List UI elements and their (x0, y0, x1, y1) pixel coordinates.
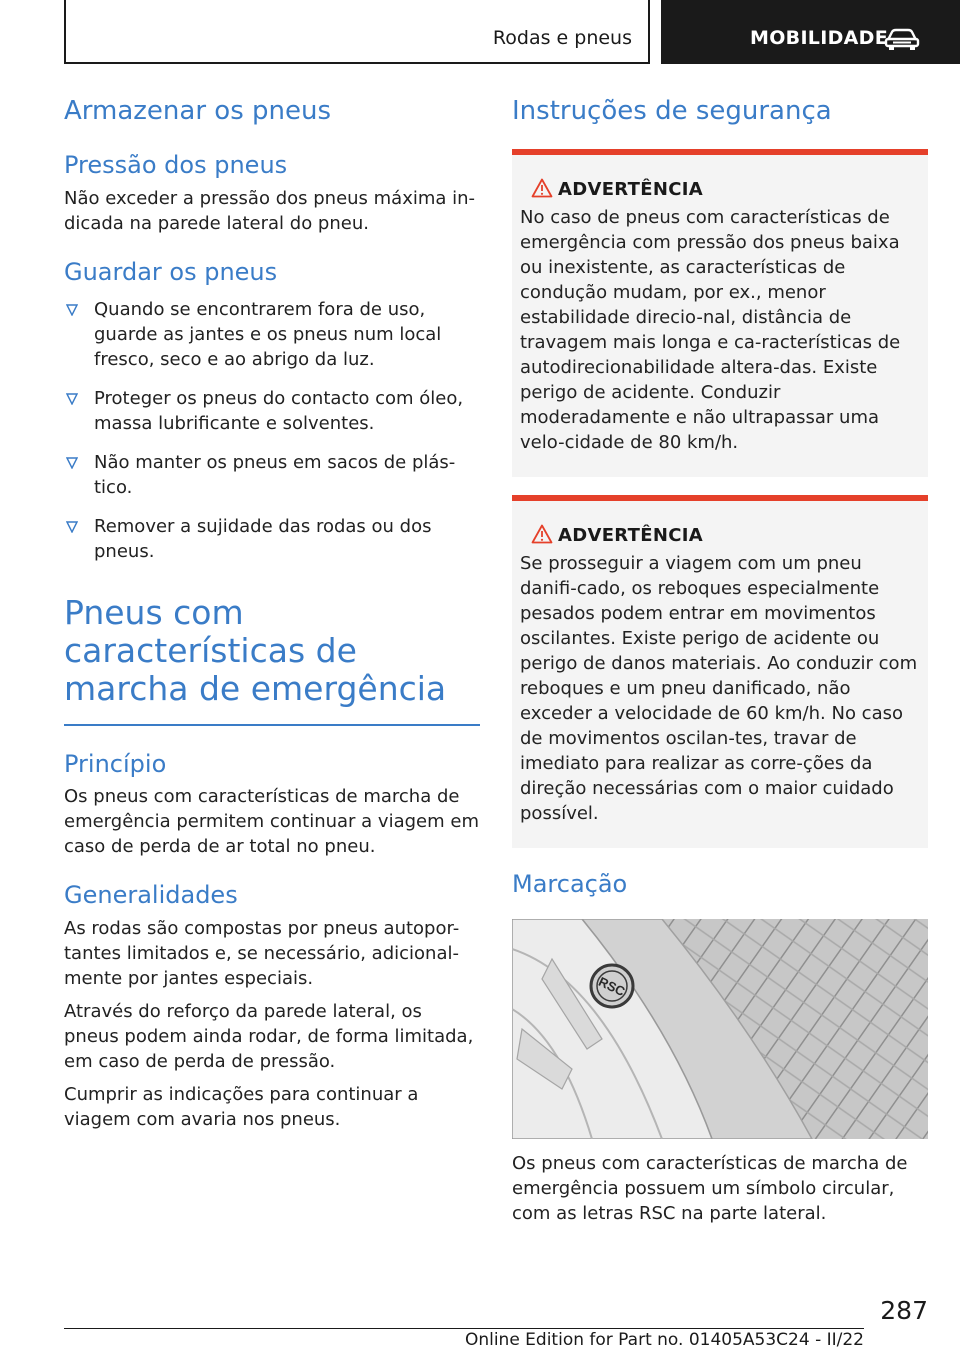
warning-box (512, 149, 928, 477)
warning-text: Se prosseguir a viagem com um pneu danifi-cado, os reboques especialmente pesados podem entrar em movimentos oscilantes. Existe perigo de acidente ou perigo de danos materiais. Ao conduzir com reboques e um pneu danificado, não exceder a velocidade de 60 km/h. No caso de movimentos oscilan-tes, travar de imediato para realizar as corre-ções da direção necessárias com o maior cuidado possível. (520, 553, 918, 825)
chapter-title: MOBILIDADE (750, 27, 889, 49)
storing-heading: Armazenar os pneus (64, 96, 332, 126)
list-item: Não manter os pneus em sacos de plás-tico. (64, 450, 480, 500)
tire-image (512, 919, 928, 1139)
page-header (0, 0, 960, 64)
pressure-heading: Pressão dos pneus (64, 151, 288, 180)
warning-triangle-icon (531, 178, 553, 198)
general-paragraph-2: Através do reforço da parede lateral, os pneus podem ainda rodar, de forma limitada, em caso de perda de pressão. (64, 1001, 474, 1073)
page-number: 287 (880, 1296, 928, 1325)
warning-text: No caso de pneus com características de emergência com pressão dos pneus baixa ou inexistente, as características de condução mudam, por ex., menor estabilidade direcio-nal, distância de travagem mais longa e ca-racterísticas de autodirecionabilidade altera-das. Existe perigo de acidente. Conduzir moderadamente e não ultrapassar uma velo-cidade de 80 km/h. (520, 207, 901, 454)
list-item: Remover a sujidade das rodas ou dos pneus. (64, 514, 480, 564)
general-paragraph-1: As rodas são compostas por pneus autopor-tantes limitados e, se necessário, adicional-mente por jantes especiais. (64, 918, 460, 990)
edition-footer: Online Edition for Part no. 01405A53C24 - II/22 (464, 1330, 864, 1350)
bullet-triangle-icon (66, 457, 78, 469)
warning-title: ADVERTÊNCIA (520, 523, 920, 549)
rsc-label: RSC (596, 973, 628, 1000)
right-column (512, 96, 928, 1226)
runflat-heading: Pneus com características de marcha de emergência (64, 592, 447, 708)
marking-text: Os pneus com características de marcha de emergência possuem um símbolo circular, com as letras RSC na parte lateral. (512, 1152, 908, 1224)
safety-heading: Instruções de segurança (512, 96, 832, 126)
bullet-triangle-icon (66, 393, 78, 405)
chapter-tab (661, 0, 960, 64)
warning-title: ADVERTÊNCIA (520, 177, 920, 203)
footer-divider (64, 1328, 864, 1329)
storage-list (64, 297, 480, 564)
warning-box (512, 495, 928, 848)
list-item: Proteger os pneus do contacto com óleo, massa lubrificante e solventes. (64, 386, 480, 436)
warning-triangle-icon (531, 524, 553, 544)
principle-heading: Princípio (64, 749, 167, 778)
car-icon (884, 27, 920, 51)
bullet-triangle-icon (66, 521, 78, 533)
section-title: Rodas e pneus (492, 27, 632, 49)
rsc-tire-illustration (512, 919, 928, 1139)
bullet-triangle-icon (66, 304, 78, 316)
keeping-heading: Guardar os pneus (64, 257, 278, 286)
marking-heading: Marcação (512, 870, 628, 899)
left-column (64, 96, 480, 1132)
general-heading: Generalidades (64, 881, 238, 910)
list-item: Quando se encontrarem fora de uso, guarde as jantes e os pneus num local fresco, seco e ao abrigo da luz. (64, 297, 480, 372)
section-tab (64, 0, 650, 64)
general-paragraph-3: Cumprir as indicações para continuar a viagem com avaria nos pneus. (64, 1084, 419, 1131)
heading-divider (64, 724, 480, 726)
pressure-text: Não exceder a pressão dos pneus máxima in-dicada na parede lateral do pneu. (64, 187, 476, 234)
principle-text: Os pneus com características de marcha de emergência permitem continuar a viagem em caso de perda de ar total no pneu. (64, 786, 479, 858)
